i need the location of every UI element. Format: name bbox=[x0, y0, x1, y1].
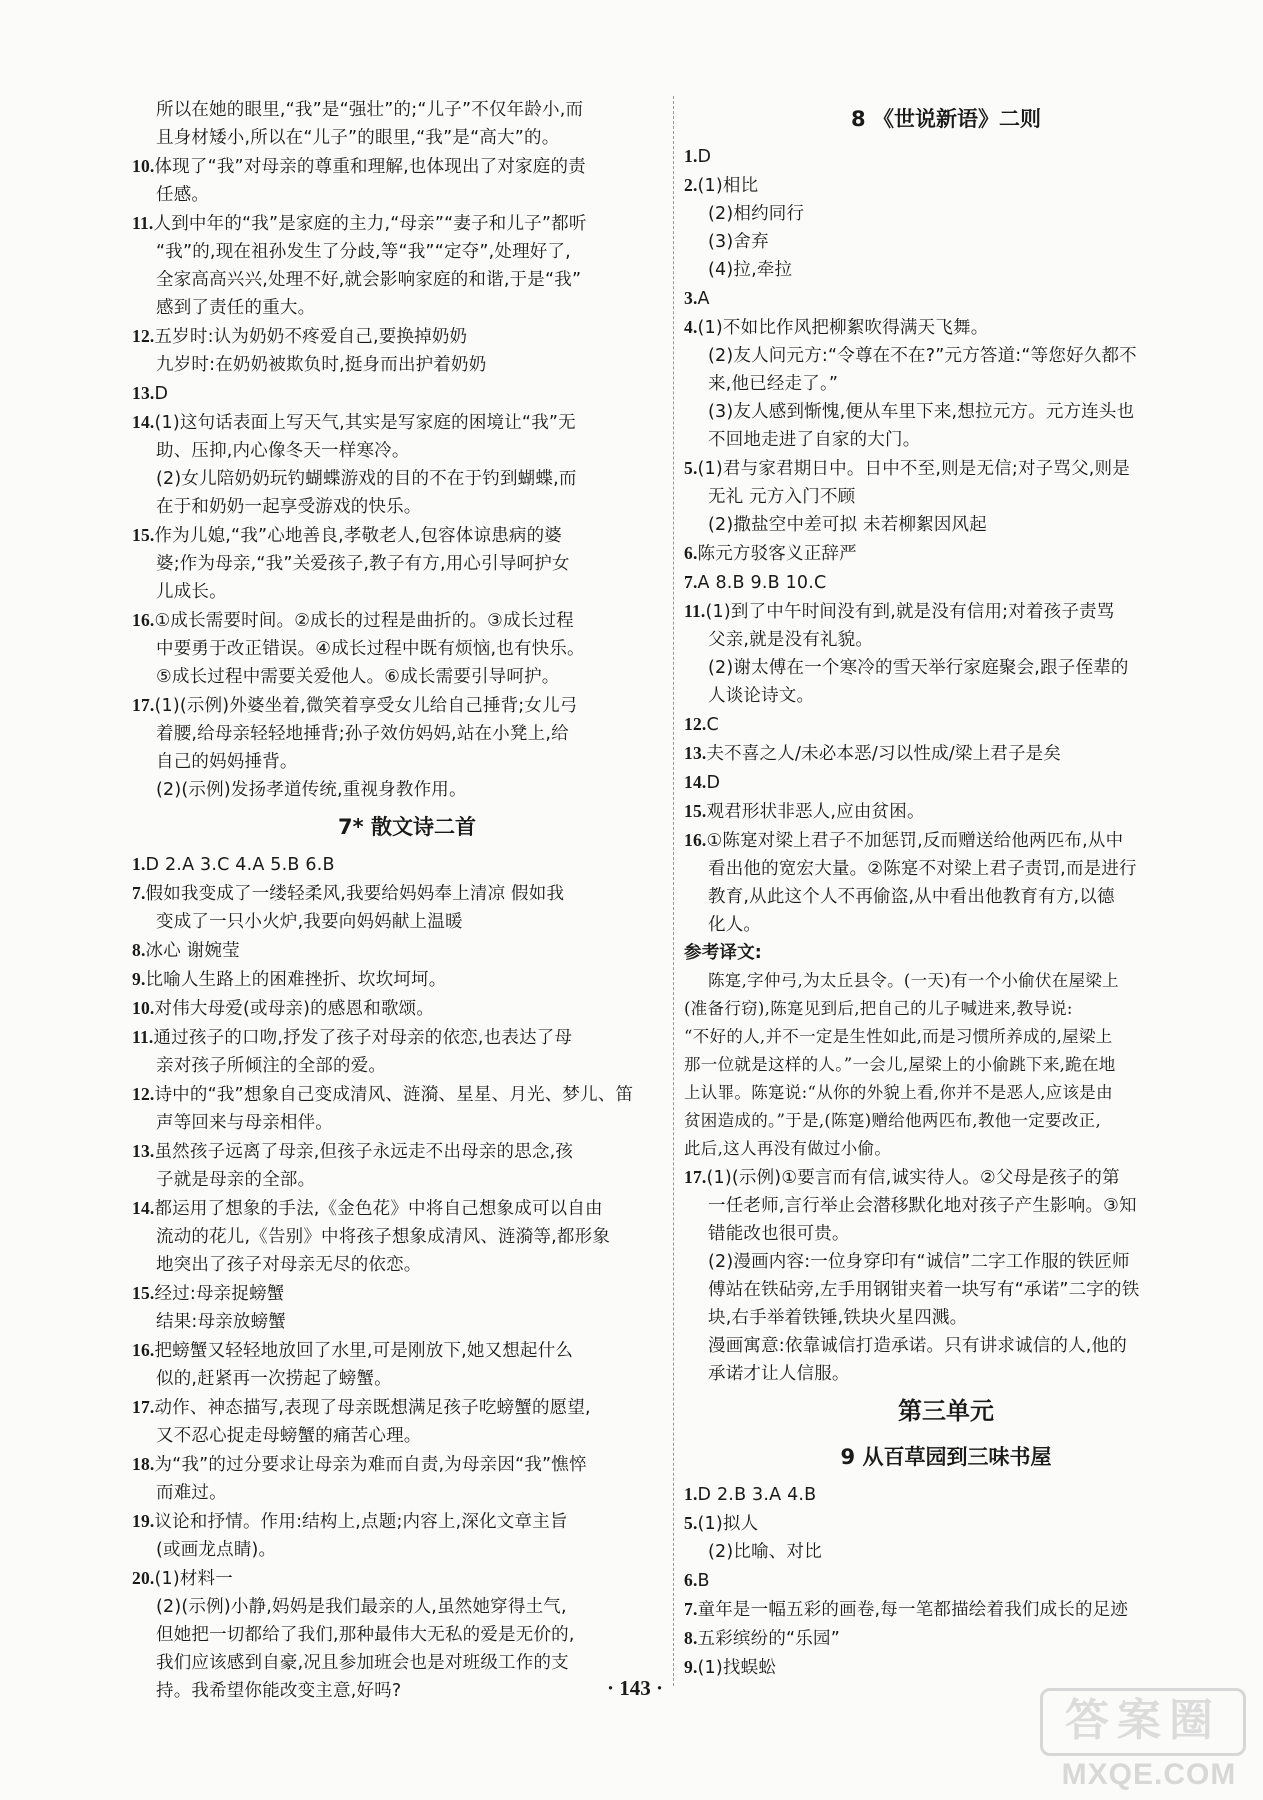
answer-item bbox=[684, 768, 1208, 797]
answer-item bbox=[132, 322, 682, 351]
answer-continuation bbox=[684, 682, 1208, 710]
answer-text: 变成了一只小火炉,我要向妈妈献上温暖 bbox=[156, 912, 463, 932]
answer-continuation bbox=[132, 663, 682, 691]
question-number: 17. bbox=[684, 1167, 707, 1187]
answer-text: B bbox=[697, 1571, 710, 1591]
answer-continuation bbox=[684, 911, 1208, 939]
answer-text: 体现了“我”对母亲的尊重和理解,也体现出了对家庭的责 bbox=[154, 157, 586, 177]
answer-text: D 2.B 3.A 4.B bbox=[697, 1485, 817, 1505]
question-number: 13. bbox=[132, 383, 155, 403]
answer-continuation bbox=[132, 238, 682, 266]
answer-text: 自己的妈妈捶背。 bbox=[156, 752, 298, 772]
answer-text: (1)君与家君期日中。日中不至,则是无信;对子骂父,则是 bbox=[697, 459, 1130, 479]
translation-line: 贫困造成的。”于是,(陈寔)赠给他两匹布,教他一定要改正, bbox=[684, 1111, 1101, 1130]
question-number: 14. bbox=[132, 1198, 155, 1218]
answer-text: D bbox=[697, 147, 712, 167]
answer-continuation bbox=[132, 96, 682, 124]
answer-text: 婆;作为母亲,“我”关爱孩子,教子有方,用心引导呵护女 bbox=[156, 554, 570, 574]
answer-item bbox=[684, 710, 1208, 739]
answer-continuation bbox=[132, 776, 682, 804]
answer-continuation bbox=[684, 370, 1208, 398]
answer-text: 化人。 bbox=[708, 915, 762, 935]
answer-text: 又不忍心捉走母螃蟹的痛苦心理。 bbox=[156, 1426, 422, 1446]
answer-item bbox=[684, 142, 1208, 171]
question-number: 3. bbox=[684, 288, 698, 308]
answer-item bbox=[684, 797, 1208, 826]
answer-text: 傅站在铁砧旁,左手用钢钳夹着一块写有“承诺”二字的铁 bbox=[708, 1280, 1140, 1300]
question-number: 4. bbox=[684, 317, 698, 337]
answer-text: 比喻人生路上的困难挫折、坎坎坷坷。 bbox=[145, 970, 447, 990]
answer-text: 着腰,给母亲轻轻地捶背;孙子效仿妈妈,站在小凳上,给 bbox=[156, 724, 569, 744]
translation-line: “不好的人,并不一定是生性如此,而是习惯所养成的,屋梁上 bbox=[684, 1027, 1113, 1046]
answer-item bbox=[132, 691, 682, 720]
question-number: 9. bbox=[684, 1657, 698, 1677]
answer-text: ⑤成长过程中需要关爱他人。⑥成长需要引导呵护。 bbox=[156, 667, 560, 687]
answer-text: 冰心 谢婉莹 bbox=[145, 941, 240, 961]
question-number: 5. bbox=[684, 1513, 698, 1533]
answer-text: D 2.A 3.C 4.A 5.B 6.B bbox=[145, 855, 335, 875]
answer-text: 人到中年的“我”是家庭的主力,“母亲”“妻子和儿子”都听 bbox=[153, 214, 587, 234]
answer-text: 感到了责任的重大。 bbox=[156, 298, 316, 318]
right-answer-column bbox=[684, 96, 1208, 1682]
answer-text: 无礼 元方入门不顾 bbox=[708, 487, 856, 507]
watermark-text: 答案圈 bbox=[1040, 1688, 1246, 1756]
answer-continuation bbox=[684, 1304, 1208, 1332]
answer-item bbox=[132, 936, 682, 965]
question-number: 11. bbox=[132, 213, 154, 233]
answer-text: 似的,赶紧再一次捞起了螃蟹。 bbox=[156, 1369, 392, 1389]
answer-item bbox=[132, 1279, 682, 1308]
answer-continuation bbox=[684, 426, 1208, 454]
question-number: 7. bbox=[132, 883, 146, 903]
answer-text: 一任老师,言行举止会潜移默化地对孩子产生影响。③知 bbox=[708, 1196, 1137, 1216]
translation-line: 此后,这人再没有做过小偷。 bbox=[684, 1139, 892, 1158]
answer-text: 诗中的“我”想象自己变成清风、涟漪、星星、月光、梦儿、笛 bbox=[154, 1085, 634, 1105]
answer-text: 而难过。 bbox=[156, 1483, 227, 1503]
answer-continuation bbox=[132, 1479, 682, 1507]
answer-text: 九岁时:在奶奶被欺负时,挺身而出护着奶奶 bbox=[156, 355, 487, 375]
answer-continuation bbox=[132, 1308, 682, 1336]
answer-text: 流动的花儿,《告别》中将孩子想象成清风、涟漪等,都形象 bbox=[156, 1227, 611, 1247]
answer-text: (1)拟人 bbox=[697, 1514, 759, 1534]
answer-text: (1)相比 bbox=[697, 176, 759, 196]
answer-continuation bbox=[132, 266, 682, 294]
question-number: 8. bbox=[684, 1628, 698, 1648]
question-number: 17. bbox=[132, 1397, 155, 1417]
answer-text: 童年是一幅五彩的画卷,每一笔都描绘着我们成长的足迹 bbox=[697, 1600, 1129, 1620]
answer-item bbox=[684, 739, 1208, 768]
answer-text: 来,他已经走了。” bbox=[708, 374, 839, 394]
answer-item bbox=[684, 1624, 1208, 1653]
answer-item bbox=[684, 171, 1208, 200]
question-number: 14. bbox=[132, 412, 155, 432]
answer-text: A 8.B 9.B 10.C bbox=[697, 573, 827, 593]
answer-text: 都运用了想象的手法,《金色花》中将自己想象成可以自由 bbox=[154, 1199, 603, 1219]
answer-item bbox=[132, 965, 682, 994]
answer-text: “我”的,现在祖孙发生了分歧,等“我”“定夺”,处理好了, bbox=[156, 242, 571, 262]
answer-text: 地突出了孩子对母亲无尽的依恋。 bbox=[156, 1255, 422, 1275]
answer-text: 不回地走进了自家的大门。 bbox=[708, 430, 921, 450]
answer-text: 但她把一切都给了我们,那种最伟大无私的爱是无价的, bbox=[156, 1625, 575, 1645]
question-number: 12. bbox=[684, 714, 707, 734]
answer-text: ①陈寔对梁上君子不加惩罚,反而赠送给他两匹布,从中 bbox=[706, 831, 1124, 851]
answer-text: 块,右手举着铁锤,铁块火星四溅。 bbox=[708, 1308, 968, 1328]
column-divider bbox=[673, 96, 674, 1686]
answer-continuation bbox=[684, 855, 1208, 883]
translation-line: (准备行窃),陈寔见到后,把自己的儿子喊进来,教导说: bbox=[684, 999, 1073, 1018]
answer-text: 虽然孩子远离了母亲,但孩子永远走不出母亲的思念,孩 bbox=[154, 1142, 574, 1162]
answer-item bbox=[132, 1137, 682, 1166]
question-number: 10. bbox=[132, 156, 155, 176]
answer-continuation bbox=[684, 200, 1208, 228]
answer-text: (2)(示例)发扬孝道传统,重视身教作用。 bbox=[156, 780, 467, 800]
answer-text: 五岁时:认为奶奶不疼爱自己,要换掉奶奶 bbox=[154, 327, 468, 347]
answer-text: A bbox=[697, 289, 710, 309]
watermark-logo bbox=[1040, 1688, 1258, 1796]
answer-text: (2)相约同行 bbox=[708, 204, 805, 224]
answer-continuation bbox=[132, 351, 682, 379]
answer-text: 中要勇于改正错误。④成长过程中既有烦恼,也有快乐。 bbox=[156, 639, 585, 659]
answer-continuation bbox=[684, 342, 1208, 370]
answer-text: (2)撒盐空中差可拟 未若柳絮因风起 bbox=[708, 515, 987, 535]
answer-item bbox=[132, 1564, 682, 1593]
answer-item bbox=[684, 1480, 1208, 1509]
answer-text: D bbox=[154, 384, 169, 404]
answer-item bbox=[684, 1566, 1208, 1595]
translation-line: 上认罪。陈寔说:“从你的外貌上看,你并不是恶人,应该是由 bbox=[684, 1083, 1113, 1102]
answer-continuation bbox=[132, 1649, 682, 1677]
answer-continuation bbox=[684, 1332, 1208, 1360]
answer-text: 子就是母亲的全部。 bbox=[156, 1170, 316, 1190]
answer-text: 漫画寓意:依靠诚信打造承诺。只有讲求诚信的人,他的 bbox=[708, 1336, 1127, 1356]
answer-text: 助、压抑,内心像冬天一样寒冷。 bbox=[156, 441, 410, 461]
answer-continuation bbox=[684, 398, 1208, 426]
question-number: 1. bbox=[684, 146, 698, 166]
answer-continuation bbox=[684, 1248, 1208, 1276]
answer-item bbox=[684, 539, 1208, 568]
answer-continuation bbox=[684, 511, 1208, 539]
answer-continuation bbox=[132, 635, 682, 663]
answer-text: 对伟大母爱(或母亲)的感恩和歌颂。 bbox=[154, 999, 435, 1019]
question-number: 7. bbox=[684, 1599, 698, 1619]
answer-continuation bbox=[684, 654, 1208, 682]
answer-continuation bbox=[684, 883, 1208, 911]
question-number: 15. bbox=[132, 525, 155, 545]
answer-continuation bbox=[132, 181, 682, 209]
answer-continuation bbox=[684, 1538, 1208, 1566]
answer-text: 承诺才让人信服。 bbox=[708, 1364, 850, 1384]
answer-item bbox=[132, 152, 682, 181]
answer-text: D bbox=[706, 773, 721, 793]
answer-continuation bbox=[132, 1593, 682, 1621]
answer-continuation bbox=[132, 437, 682, 465]
answer-item bbox=[132, 606, 682, 635]
answer-continuation bbox=[684, 1192, 1208, 1220]
answer-item bbox=[684, 597, 1208, 626]
answer-continuation bbox=[132, 748, 682, 776]
answer-item bbox=[684, 1509, 1208, 1538]
answer-text: (2)谢太傅在一个寒冷的雪天举行家庭聚会,跟子侄辈的 bbox=[708, 658, 1129, 678]
watermark-site: MXQE.COM bbox=[1061, 1758, 1237, 1791]
question-number: 17. bbox=[132, 695, 155, 715]
answer-item bbox=[132, 1023, 682, 1052]
answer-continuation bbox=[132, 493, 682, 521]
answer-text: 教育,从此这个人不再偷盗,从中看出他教育有方,以德 bbox=[708, 887, 1115, 907]
answer-continuation bbox=[132, 1536, 682, 1564]
answer-continuation bbox=[132, 550, 682, 578]
question-number: 16. bbox=[132, 610, 155, 630]
question-number: 16. bbox=[684, 830, 707, 850]
answer-item bbox=[684, 284, 1208, 313]
answer-item bbox=[132, 1450, 682, 1479]
answer-continuation bbox=[132, 124, 682, 152]
answer-text: (1)这句话表面上写天气,其实是写家庭的困境让“我”无 bbox=[154, 413, 576, 433]
answer-text: 观君形状非恶人,应由贫困。 bbox=[706, 802, 925, 822]
answer-text: 且身材矮小,所以在“儿子”的眼里,“我”是“高大”的。 bbox=[156, 128, 560, 148]
answer-text: (2)漫画内容:一位身穿印有“诚信”二字工作服的铁匠师 bbox=[708, 1252, 1130, 1272]
section-heading: 9 从百草园到三味书屋 bbox=[840, 1445, 1052, 1469]
answer-text: (2)友人问元方:“令尊在不在?”元方答道:“等您好久都不 bbox=[708, 346, 1137, 366]
answer-text: (2)女儿陪奶奶玩钓蝴蝶游戏的目的不在于钓到蝴蝶,而 bbox=[156, 469, 577, 489]
answer-continuation bbox=[684, 228, 1208, 256]
question-number: 13. bbox=[132, 1141, 155, 1161]
answer-text: 假如我变成了一缕轻柔风,我要给妈妈奉上清凉 假如我 bbox=[145, 884, 565, 904]
answer-text: 持。我希望你能改变主意,好吗? bbox=[156, 1681, 402, 1701]
answer-item bbox=[132, 1393, 682, 1422]
answer-text: 经过:母亲捉螃蟹 bbox=[154, 1284, 285, 1304]
section-heading: 第三单元 bbox=[898, 1397, 994, 1425]
question-number: 12. bbox=[132, 1084, 155, 1104]
answer-continuation bbox=[684, 256, 1208, 284]
section-heading: 8 《世说新语》二则 bbox=[851, 107, 1041, 131]
answer-text: (1)(示例)外婆坐着,微笑着享受女儿给自己捶背;女儿弓 bbox=[154, 696, 578, 716]
answer-text: (3)友人感到惭愧,便从车里下来,想拉元方。元方连头也 bbox=[708, 402, 1135, 422]
question-number: 5. bbox=[684, 458, 698, 478]
answer-item bbox=[132, 408, 682, 437]
question-number: 19. bbox=[132, 1511, 155, 1531]
answer-continuation bbox=[132, 1621, 682, 1649]
answer-text: 任感。 bbox=[156, 185, 210, 205]
question-number: 1. bbox=[684, 1484, 698, 1504]
answer-text: 陈元方驳客义正辞严 bbox=[697, 544, 857, 564]
answer-item bbox=[684, 568, 1208, 597]
question-number: 14. bbox=[684, 772, 707, 792]
answer-continuation bbox=[132, 1109, 682, 1137]
question-number: 11. bbox=[684, 601, 706, 621]
answer-text: 声等回来与母亲相伴。 bbox=[156, 1113, 333, 1133]
answer-text: (2)(示例)小静,妈妈是我们最亲的人,虽然她穿得土气, bbox=[156, 1597, 567, 1617]
answer-continuation bbox=[132, 1166, 682, 1194]
question-number: 15. bbox=[132, 1283, 155, 1303]
question-number: 10. bbox=[132, 998, 155, 1018]
answer-item bbox=[684, 1595, 1208, 1624]
answer-text: (1)找蜈蚣 bbox=[697, 1658, 777, 1678]
answer-text: 全家高高兴兴,处理不好,就会影响家庭的和谐,于是“我” bbox=[156, 270, 582, 290]
question-number: 16. bbox=[132, 1340, 155, 1360]
section-heading: 7* 散文诗二首 bbox=[338, 815, 476, 839]
answer-item bbox=[132, 521, 682, 550]
question-number: 7. bbox=[684, 572, 698, 592]
answer-continuation bbox=[132, 908, 682, 936]
answer-continuation bbox=[684, 1360, 1208, 1388]
answer-item bbox=[684, 454, 1208, 483]
answer-continuation bbox=[132, 1052, 682, 1080]
answer-text: 通过孩子的口吻,抒发了孩子对母亲的依恋,也表达了母 bbox=[153, 1028, 573, 1048]
answer-continuation bbox=[132, 1223, 682, 1251]
answer-text: 把螃蟹又轻轻地放回了水里,可是刚放下,她又想起什么 bbox=[154, 1341, 574, 1361]
question-number: 2. bbox=[684, 175, 698, 195]
answer-item bbox=[132, 850, 682, 879]
answer-item bbox=[132, 1336, 682, 1365]
answer-text: (1)材料一 bbox=[154, 1569, 233, 1589]
answer-text: 结果:母亲放螃蟹 bbox=[156, 1312, 286, 1332]
answer-continuation bbox=[684, 1220, 1208, 1248]
question-number: 15. bbox=[684, 801, 707, 821]
answer-continuation bbox=[132, 294, 682, 322]
question-number: 11. bbox=[132, 1027, 154, 1047]
answer-text: (1)到了中午时间没有到,就是没有信用;对着孩子责骂 bbox=[705, 602, 1115, 622]
question-number: 6. bbox=[684, 1570, 698, 1590]
question-number: 9. bbox=[132, 969, 146, 989]
translation-line: 陈寔,字仲弓,为太丘县令。(一天)有一个小偷伏在屋梁上 bbox=[708, 971, 1119, 990]
answer-text: 五彩缤纷的“乐园” bbox=[697, 1629, 840, 1649]
answer-text: (1)不如比作风把柳絮吹得满天飞舞。 bbox=[697, 318, 989, 338]
answer-item bbox=[132, 379, 682, 408]
answer-item bbox=[132, 994, 682, 1023]
answer-continuation bbox=[132, 465, 682, 493]
translation-line: 那一位就是这样的人。”一会儿,屋梁上的小偷跳下来,跪在地 bbox=[684, 1055, 1116, 1074]
answer-continuation bbox=[132, 578, 682, 606]
answer-continuation bbox=[132, 720, 682, 748]
answer-text: 所以在她的眼里,“我”是“强壮”的;“儿子”不仅年龄小,而 bbox=[156, 100, 584, 120]
answer-item bbox=[132, 1194, 682, 1223]
answer-text: 人谈论诗文。 bbox=[708, 686, 815, 706]
left-answer-column bbox=[132, 96, 682, 1705]
reference-translation-label: 参考译文: bbox=[684, 943, 762, 963]
answer-text: 错能改也很可贵。 bbox=[708, 1224, 850, 1244]
answer-text: 动作、神态描写,表现了母亲既想满足孩子吃螃蟹的愿望, bbox=[154, 1398, 591, 1418]
page-number: · 143 · bbox=[606, 1676, 663, 1700]
question-number: 18. bbox=[132, 1454, 155, 1474]
answer-text: 看出他的宽宏大量。②陈寔不对梁上君子责罚,而是进行 bbox=[708, 859, 1137, 879]
answer-text: (3)舍弃 bbox=[708, 232, 769, 252]
answer-item bbox=[684, 1653, 1208, 1682]
answer-text: 议论和抒情。作用:结构上,点题;内容上,深化文章主旨 bbox=[154, 1512, 568, 1532]
answer-item bbox=[684, 826, 1208, 855]
answer-text: (或画龙点睛)。 bbox=[156, 1540, 277, 1560]
answer-continuation bbox=[132, 1365, 682, 1393]
answer-text: 我们应该感到自豪,况且参加班会也是对班级工作的支 bbox=[156, 1653, 569, 1673]
answer-text: 父亲,就是没有礼貌。 bbox=[708, 630, 874, 650]
answer-text: C bbox=[706, 715, 719, 735]
answer-text: 为“我”的过分要求让母亲为难而自责,为母亲因“我”憔悴 bbox=[154, 1455, 587, 1475]
answer-continuation bbox=[684, 1276, 1208, 1304]
answer-continuation bbox=[132, 1251, 682, 1279]
question-number: 6. bbox=[684, 543, 698, 563]
question-number: 20. bbox=[132, 1568, 155, 1588]
answer-text: (2)比喻、对比 bbox=[708, 1542, 822, 1562]
answer-text: 亲对孩子所倾注的全部的爱。 bbox=[156, 1056, 387, 1076]
answer-continuation bbox=[684, 626, 1208, 654]
answer-item bbox=[684, 1163, 1208, 1192]
answer-item bbox=[684, 313, 1208, 342]
answer-text: 在于和奶奶一起享受游戏的快乐。 bbox=[156, 497, 422, 517]
question-number: 12. bbox=[132, 326, 155, 346]
answer-continuation bbox=[684, 483, 1208, 511]
answer-text: 作为儿媳,“我”心地善良,孝敬老人,包容体谅患病的婆 bbox=[154, 526, 563, 546]
answer-continuation bbox=[132, 1422, 682, 1450]
answer-text: ①成长需要时间。②成长的过程是曲折的。③成长过程 bbox=[154, 611, 574, 631]
answer-item bbox=[132, 1080, 682, 1109]
answer-text: 儿成长。 bbox=[156, 582, 227, 602]
answer-text: (4)拉,牵拉 bbox=[708, 260, 793, 280]
answer-text: (1)(示例)①要言而有信,诚实待人。②父母是孩子的第 bbox=[706, 1168, 1120, 1188]
answer-item bbox=[132, 209, 682, 238]
answer-item bbox=[132, 879, 682, 908]
question-number: 13. bbox=[684, 743, 707, 763]
question-number: 1. bbox=[132, 854, 146, 874]
question-number: 8. bbox=[132, 940, 146, 960]
answer-text: 夫不喜之人/未必本恶/习以性成/梁上君子是矣 bbox=[706, 744, 1062, 764]
answer-item bbox=[132, 1507, 682, 1536]
